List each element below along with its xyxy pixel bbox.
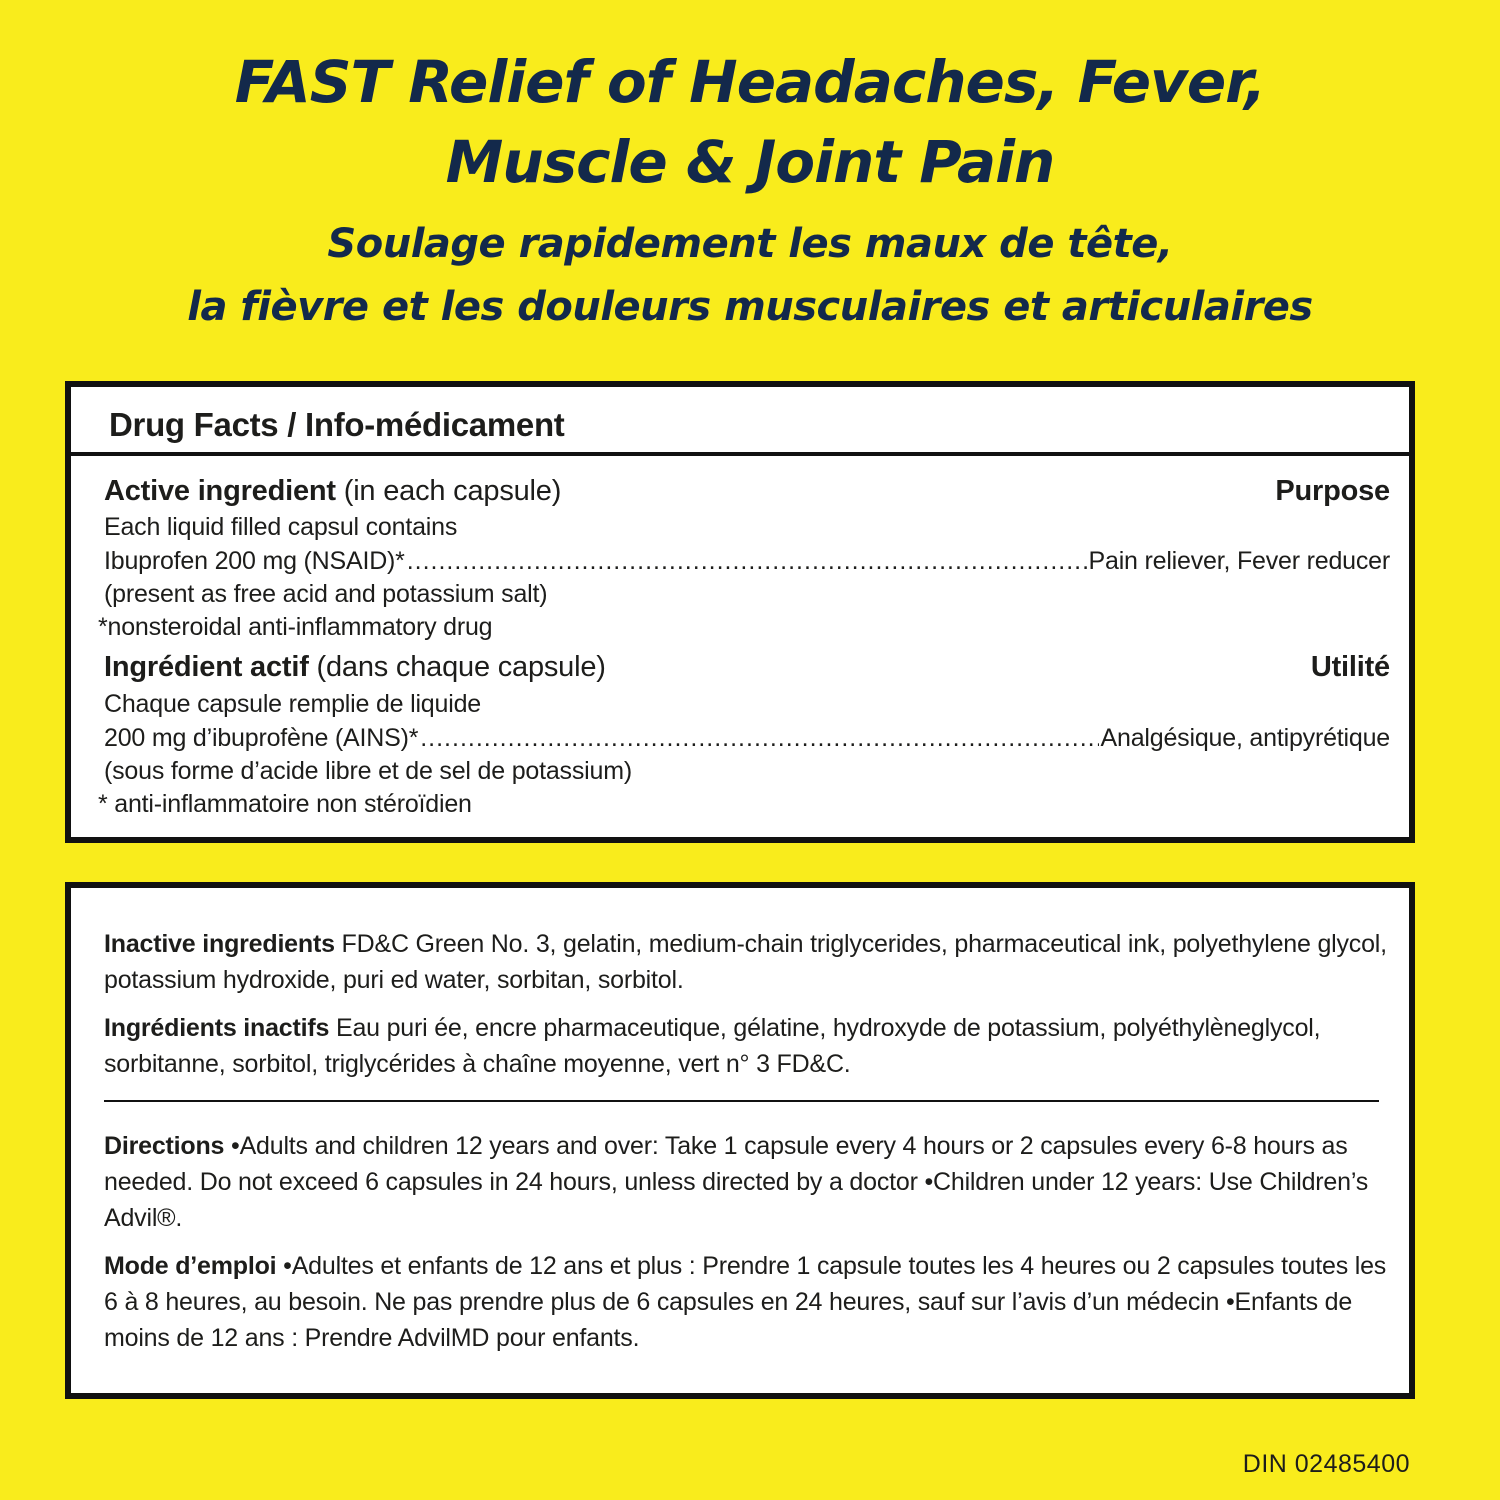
ingredients-inactifs-label: Ingrédients inactifs: [104, 1014, 330, 1042]
directions-label: Directions: [104, 1132, 225, 1160]
headline-french-line-2: la fièvre et les douleurs musculaires et articulaires: [187, 284, 1313, 330]
active-ingredient-qualifier: (in each capsule): [335, 475, 562, 507]
purpose-heading: Purpose: [1275, 475, 1390, 507]
section-divider: [104, 1100, 1379, 1102]
drug-facts-title: Drug Facts / Info-médicament: [71, 387, 1409, 456]
ingredient-actif-qualifier: (dans chaque capsule): [308, 651, 606, 683]
active-ingredient-line-1: Each liquid filled capsul contains: [104, 513, 458, 541]
active-ingredient-label: Active ingredient: [104, 475, 336, 507]
active-ingredient-row: [104, 547, 1390, 576]
drug-facts-panel: [65, 381, 1415, 843]
headline-english-line-1: FAST Relief of Headaches, Fever,: [234, 48, 1266, 116]
inactive-ingredients-fr: [104, 1010, 1394, 1082]
ingredient-actif-line-1: Chaque capsule remplie de liquide: [104, 690, 481, 718]
dot-leader: [407, 547, 1087, 576]
inactive-ingredients-label: Inactive ingredients: [104, 930, 335, 958]
directions-panel: [65, 882, 1415, 1399]
headline-english-line-2: Muscle & Joint Pain: [445, 128, 1055, 196]
inactive-ingredients-text: FD&C Green No. 3, gelatin, medium-chain triglycerides, pharmaceutical ink, polyethylene glycol, potassium hydroxide, puri ed water, sorbitan, sorbitol.: [104, 930, 1387, 994]
ingredient-actif-heading: [104, 651, 1390, 684]
inactive-ingredients-en: [104, 926, 1394, 998]
directions-fr: [104, 1248, 1394, 1356]
ingredient-name: Ibuprofen 200 mg (NSAID)*: [104, 547, 405, 575]
ingredient-actif-name: 200 mg d’ibuprofène (AINS)*: [104, 724, 419, 752]
din-number: DIN 02485400: [1242, 1450, 1410, 1478]
directions-en: [104, 1128, 1394, 1236]
ingredient-actif-footnote: * anti-inflammatoire non stéroïdien: [98, 790, 472, 818]
ingredient-actif-label: Ingrédient actif: [104, 651, 309, 683]
ingredients-inactifs-text: Eau puri ée, encre pharmaceutique, gélatine, hydroxyde de potassium, polyéthylèneglycol, sorbitanne, sorbitol, triglycérides à chaîne moyenne, vert n° 3 FD&C.: [104, 1014, 1321, 1078]
ingredient-actif-line-3: (sous forme d’acide libre et de sel de potassium): [104, 757, 632, 785]
utilite-heading: Utilité: [1310, 651, 1390, 683]
directions-text: •Adults and children 12 years and over: Take 1 capsule every 4 hours or 2 capsules every 6-8 hours as needed. Do not exceed 6 capsules in 24 hours, unless directed by a doctor •Children under 12 years: Use Children’s Advil®.: [104, 1132, 1369, 1232]
active-ingredient-line-3: (present as free acid and potassium salt): [104, 580, 548, 608]
active-ingredient-heading: [104, 475, 1390, 508]
active-ingredient-footnote: *nonsteroidal anti-inflammatory drug: [98, 613, 493, 641]
ingredient-purpose: Pain reliever, Fever reducer: [1088, 547, 1390, 575]
dot-leader: [420, 724, 1098, 753]
headline-french-line-1: Soulage rapidement les maux de tête,: [327, 221, 1173, 267]
mode-d-emploi-text: •Adultes et enfants de 12 ans et plus : Prendre 1 capsule toutes les 4 heures ou 2 capsules toutes les 6 à 8 heures, au besoin. Ne pas prendre plus de 6 capsules en 24 heures, sauf sur l’avis d’un médecin •Enfants de moins de 12 ans : Prendre AdvilMD pour enfants.: [104, 1252, 1387, 1352]
mode-d-emploi-label: Mode d’emploi: [104, 1252, 277, 1280]
ingredient-actif-purpose: Analgésique, antipyrétique: [1100, 724, 1390, 752]
ingredient-actif-row: [104, 724, 1390, 753]
